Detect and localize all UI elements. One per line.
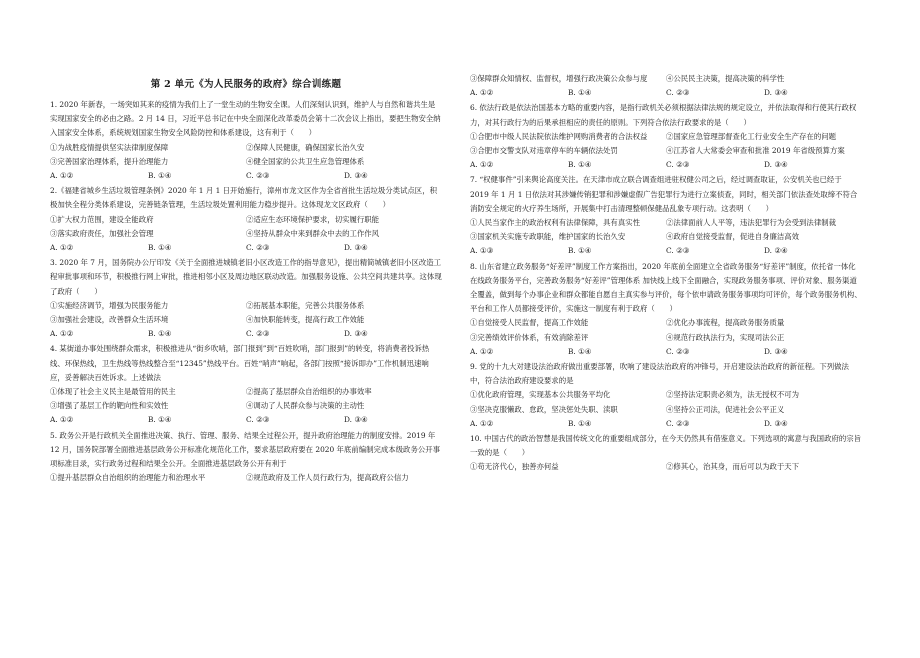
page-title: 第 2 单元《为人民服务的政府》综合训练题: [150, 79, 342, 90]
statement-option: ②提高了基层群众自治组织的办事效率: [246, 387, 372, 397]
question: [50, 184, 442, 255]
statement-option: ④江苏省人大常委会审查和批准 2019 年省级预算方案: [666, 146, 845, 156]
statement-option: ④政府自觉接受监督，促进自身廉洁高效: [666, 232, 800, 242]
question: [50, 256, 442, 341]
statement-option: ①苟无济代心，独善亦何益: [470, 462, 559, 472]
statement-option: ④加快职能转变，提高行政工作效能: [246, 315, 365, 325]
left-column: [50, 76, 442, 486]
statement-option: ②保障人民健康，确保国家长治久安: [246, 142, 365, 152]
statement-option: ③国家机关实施专政职能，维护国家的长治久安: [470, 232, 626, 242]
question: [470, 260, 862, 359]
right-column: [470, 72, 862, 476]
statement-option: ①优化政府管理，实现基本公共服务平均化: [470, 390, 611, 400]
answer-choice[interactable]: D. ③④: [344, 329, 368, 339]
statement-option: ③坚决克服懒政、怠政，坚决惩处失职、渎职: [470, 404, 618, 414]
statement-option: ④规范行政执法行为，实现司法公正: [666, 332, 785, 342]
statement-option: ②坚持法定职责必须为，法无授权不可为: [666, 390, 800, 400]
statement-option: ③合肥市交警支队对违章停车的车辆依法处罚: [470, 146, 618, 156]
answer-choice[interactable]: C. ②③: [666, 160, 690, 170]
answer-choice[interactable]: D. ③④: [764, 88, 788, 98]
answer-choice[interactable]: B. ①④: [568, 160, 592, 170]
question: [470, 72, 862, 100]
statement-option: ①人民当家作主的政治权利有法律保障，具有真实性: [470, 218, 640, 228]
question-stem: 8. 山东省建立政务服务“好差评”制度工作方案指出，2020 年底前全面建立全省政务服务“好差评”制度，依托省一体化在线政务服务平台，完善政务服务“好差评”管理体系 加快线上线下全面融合，实现政务服务事项、评价对象、服务渠道全覆盖，做到每个办事企业和群众都能自愿自主真实参与评价，每个依申请政务服务事项均可评价，每个政务服务机构、平台和工作人员都接受评价，实施这一制度有利于政府（ ）: [470, 261, 862, 314]
answer-choice[interactable]: C. ②③: [246, 171, 270, 181]
answer-choice[interactable]: B. ①④: [568, 346, 592, 356]
answer-choice[interactable]: C. ②③: [246, 243, 270, 253]
answer-choice[interactable]: A. ①②: [50, 415, 74, 425]
answer-choice[interactable]: B. ①④: [148, 415, 172, 425]
answer-choice[interactable]: C. ②③: [666, 88, 690, 98]
question: [50, 98, 442, 183]
answer-choice[interactable]: B. ①④: [148, 243, 172, 253]
question: [50, 429, 442, 486]
question-stem: 3. 2020 年 7 月，国务院办公厅印发《关于全面推进城镇老旧小区改造工作的指导意见》，提出精简城镇老旧小区改造工程审批事项和环节，积极推行网上审批，推进相邻小区及周边地区联动改造。加强服务设施、公共空间共建共享。这体现了政府（ ）: [50, 258, 442, 296]
statement-option: ③落实政府责任，加强社会管理: [50, 228, 154, 238]
question: [470, 360, 862, 431]
answer-choice[interactable]: D. ②④: [764, 246, 788, 256]
question-stem: 1. 2020 年新春，一场突如其来的疫情为我们上了一堂生动的生物安全课。人们深刻认识到，维护人与自然和谐共生是实现国家安全的必由之路。2 月 14 日，习近平总书记在中央全面深化改革委员会第十二次会议上指出，要把生物安全纳入国家安全体系，系统规划国家生物安全风险防控和体系建设，这有利于（ ）: [50, 100, 441, 138]
answer-choice[interactable]: A. ①②: [50, 171, 74, 181]
answer-choice[interactable]: A. ①②: [50, 329, 74, 339]
question-stem: 5. 政务公开是行政机关全面推进决策、执行、管理、服务、结果全过程公开，提升政府治理能力的制度安排。2019 年 12 月，国务院部署全面推进基层政务公开标准化规范化工作，要求基层政府要在 2020 年底前编制完成本级政务公开事项标准目录，实行政务过程和结果全公开。全面推进基层政务公开有利于: [50, 430, 441, 469]
question: [470, 101, 862, 172]
statement-option: ④坚持公正司法，促进社会公平正义: [666, 404, 785, 414]
answer-choice[interactable]: B. ①④: [148, 329, 172, 339]
answer-choice[interactable]: B. ①④: [568, 418, 592, 428]
question-stem: 9. 党的十九大对建设法治政府做出重要部署，吹响了建设法治政府的冲锋号，开启建设法治政府的新征程。下列做法中，符合法治政府建设要求的是: [470, 362, 849, 386]
question-stem: 10. 中国古代的政治智慧是我国传统文化的重要组成部分，在今天仍然具有借鉴意义。下列选项的寓意与我国政府的宗旨一致的是（ ）: [470, 434, 862, 458]
statement-option: ②修其心，治其身，而后可以为政于天下: [666, 462, 800, 472]
answer-choice[interactable]: A. ①②: [470, 160, 494, 170]
answer-choice[interactable]: D. ③④: [764, 160, 788, 170]
answer-choice[interactable]: B. ①④: [148, 171, 172, 181]
answer-choice[interactable]: A. ①③: [470, 246, 494, 256]
question-stem: 4. 某街道办事处围绕群众需求，积极推进从“街乡吹哨，部门报到”到“百姓吹哨，部门报到”的转变，将消费者投诉热线、环保热线，卫生热线等热线整合至“12345”热线平台。百姓“哨声”响起，各部门按照“接诉即办”工作机制迅速响应，妥善解决百姓诉求。上述做法: [50, 344, 430, 382]
question: [50, 342, 442, 427]
statement-option: ①合肥市中级人民法院依法维护网购消费者的合法权益: [470, 131, 648, 141]
statement-option: ②优化办事流程，提高政务服务质量: [666, 318, 785, 328]
answer-choice[interactable]: D. ③④: [764, 346, 788, 356]
answer-choice[interactable]: C. ②③: [246, 415, 270, 425]
answer-choice[interactable]: C. ②③: [666, 246, 690, 256]
answer-choice[interactable]: C. ②③: [666, 346, 690, 356]
statement-option: ②规范政府及工作人员行政行为，提高政府公信力: [246, 473, 409, 483]
question-stem: 6. 依法行政是依法治国基本方略的重要内容，是指行政机关必须根据法律法规的规定设立，并依法取得和行使其行政权力，对其行政行为的后果承担相应的责任的原则。下列符合依法行政要求的是（ ）: [470, 103, 857, 127]
answer-choice[interactable]: D. ③④: [344, 415, 368, 425]
answer-choice[interactable]: C. ②③: [246, 329, 270, 339]
answer-choice[interactable]: A. ①②: [470, 88, 494, 98]
statement-option: ②国家应急管理部督查化工行业安全生产存在的问题: [666, 131, 836, 141]
statement-option: ①为战胜疫情提供坚实法律制度保障: [50, 142, 169, 152]
answer-choice[interactable]: A. ①②: [50, 243, 74, 253]
statement-option: ④公民民主决策，提高决策的科学性: [666, 74, 785, 83]
statement-option: ④健全国家的公共卫生应急管理体系: [246, 156, 365, 166]
statement-option: ③完善绩效评价体系，有效消除差评: [470, 332, 589, 342]
answer-choice[interactable]: A. ①②: [470, 346, 494, 356]
statement-option: ③保障群众知情权、监督权，增强行政决策公众参与度: [470, 74, 648, 83]
statement-option: ④调动了人民群众参与决策的主动性: [246, 401, 365, 411]
statement-option: ②拓展基本职能，完善公共服务体系: [246, 300, 365, 310]
statement-option: ②法律面前人人平等，违法犯罪行为会受到法律制裁: [666, 218, 836, 228]
question-stem: 2.《福建省城乡生活垃圾管理条例》2020 年 1 月 1 日开始施行，漳州市龙文区作为全省首批生活垃圾分类试点区，积极加快全程分类体系建设，完善链条管理，生活垃圾处置利用能力稳步提升。这体现龙文区政府（ ）: [50, 186, 437, 210]
answer-choice[interactable]: B. ①④: [568, 246, 592, 256]
statement-option: ①自觉接受人民监督，提高工作效能: [470, 318, 589, 328]
question: [470, 173, 862, 258]
answer-choice[interactable]: C. ②③: [666, 418, 690, 428]
statement-option: ①实施经济调节，增强为民服务能力: [50, 300, 169, 310]
statement-option: ①扩大权力范围，建设全能政府: [50, 214, 154, 224]
question: [470, 432, 862, 475]
statement-option: ①提升基层群众自治组织的治理能力和治理水平: [50, 473, 206, 483]
statement-option: ②适应生态环境保护要求，切实履行职能: [246, 214, 380, 224]
statement-option: ①体现了社会主义民主是最管用的民主: [50, 387, 176, 397]
answer-choice[interactable]: A. ①②: [470, 418, 494, 428]
question-stem: 7. “权健事件”引来舆论高度关注。在天津市成立联合调查组进驻权健公司之后，经过调查取证，公安机关也已经于 2019 年 1 月 1 日依法对其涉嫌传销犯罪和涉嫌虚假广告犯罪行为进行立案侦查，同时，相关部门依法查处取缔不符合消防安全规定的火疗养生场所，开展集中打击清理整顿保健品乱象专项行动。这表明（ ）: [470, 175, 858, 213]
statement-option: ③加强社会建设，改善群众生活环境: [50, 315, 169, 325]
statement-option: ③完善国家治理体系，提升治理能力: [50, 156, 169, 166]
statement-option: ④坚持从群众中来到群众中去的工作作风: [246, 228, 380, 238]
answer-choice[interactable]: D. ③④: [344, 243, 368, 253]
answer-choice[interactable]: D. ③④: [764, 418, 788, 428]
answer-choice[interactable]: D. ③④: [344, 171, 368, 181]
answer-choice[interactable]: B. ①④: [568, 88, 592, 98]
statement-option: ③增强了基层工作的靶向性和实效性: [50, 401, 169, 411]
